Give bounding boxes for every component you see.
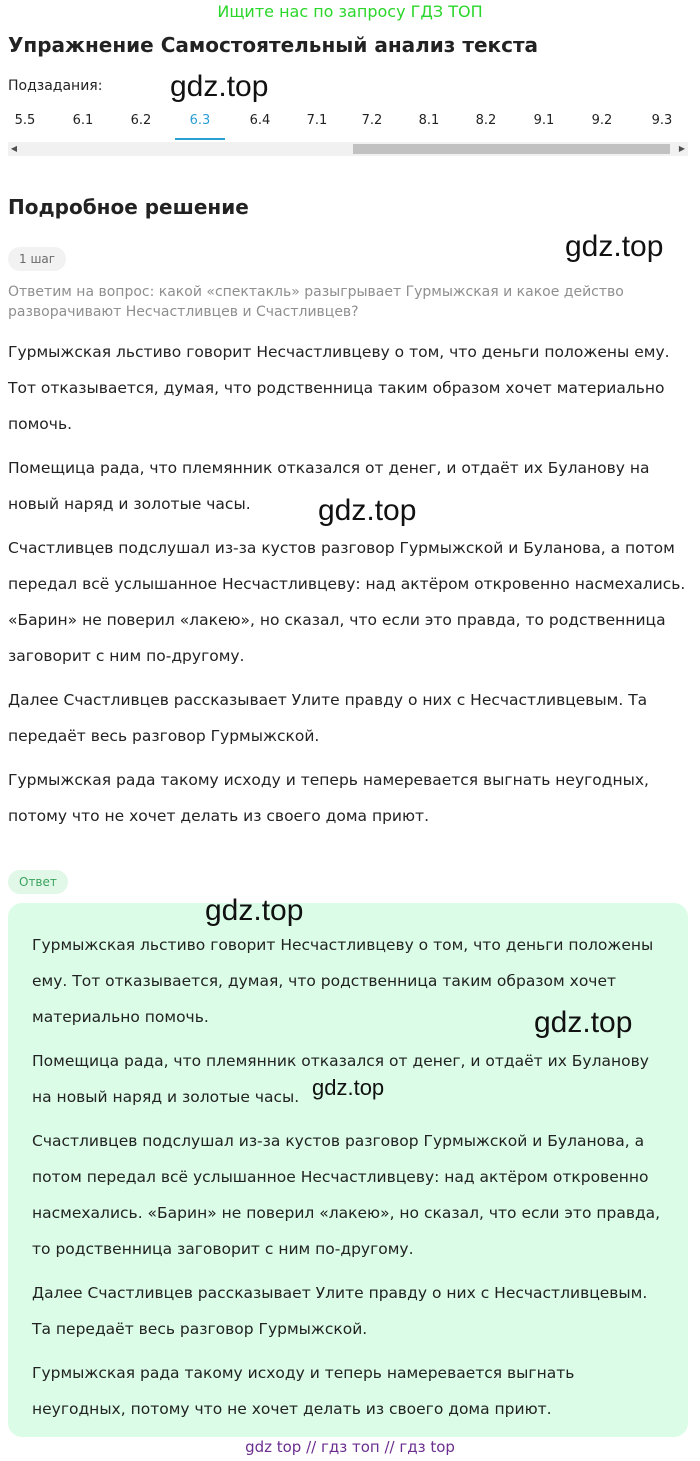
scroll-left-arrow-icon[interactable]: ◀ <box>10 144 18 153</box>
solution-text <box>8 334 692 842</box>
solution-paragraph: Гурмыжская льстиво говорит Несчастливцеву о том, что деньги положены ему. Тот отказывается, думая, что родственница таким образом хочет материально помочь. <box>8 343 670 433</box>
tabs-scrollbar[interactable] <box>8 142 688 156</box>
subtask-tab[interactable]: 6.2 <box>130 113 152 128</box>
subtask-tab[interactable]: 6.1 <box>72 113 94 128</box>
solution-paragraph: Помещица рада, что племянник отказался от денег, и отдаёт их Буланову на новый наряд и золотые часы. <box>8 459 650 513</box>
subtask-tab[interactable]: 7.1 <box>306 113 328 128</box>
step-question: Ответим на вопрос: какой «спектакль» разыгрывает Гурмыжская и какое действо разворачивают Несчастливцев и Счастливцев? <box>8 284 624 320</box>
scroll-right-arrow-icon[interactable]: ▶ <box>678 144 686 153</box>
subtask-tab[interactable]: 6.4 <box>249 113 271 128</box>
subtask-tab[interactable]: 9.1 <box>533 113 555 128</box>
answer-badge: Ответ <box>8 870 68 894</box>
answer-paragraph: Гурмыжская рада такому исходу и теперь намеревается выгнать неугодных, потому что не хочет делать из своего дома приют. <box>32 1364 575 1418</box>
answer-paragraph: Гурмыжская льстиво говорит Несчастливцеву о том, что деньги положены ему. Тот отказывается, думая, что родственница таким образом хочет материально помочь. <box>32 936 654 1026</box>
subtasks-label: Подзадания: <box>8 78 103 94</box>
answer-paragraph: Далее Счастливцев рассказывает Улите правду о них с Несчастливцевым. Та передаёт весь разговор Гурмыжской. <box>32 1284 648 1338</box>
watermark: gdz.top <box>534 1006 633 1039</box>
solution-paragraph: Далее Счастливцев рассказывает Улите правду о них с Несчастливцевым. Та передаёт весь разговор Гурмыжской. <box>8 691 648 745</box>
search-hint-banner: Ищите нас по запросу ГДЗ ТОП <box>217 2 483 21</box>
subtask-tab-active[interactable]: 6.3 <box>175 108 225 134</box>
subtask-tabs <box>8 108 692 144</box>
solution-paragraph: Счастливцев подслушал из-за кустов разговор Гурмыжской и Буланова, а потом передал всё услышанное Несчастливцеву: над актёром откровенно насмехались. «Барин» не поверил «лакею», но сказал, что если это правда, то родственница заговорит с ним по-другому. <box>8 539 686 665</box>
watermark: gdz.top <box>170 70 269 103</box>
watermark: gdz.top <box>205 894 304 927</box>
scrollbar-thumb[interactable] <box>353 144 670 154</box>
footer-links: gdz top // гдз топ // гдз top <box>245 1438 455 1456</box>
subtask-tab[interactable]: 9.2 <box>591 113 613 128</box>
subtask-tab[interactable]: 8.2 <box>475 113 497 128</box>
solution-title: Подробное решение <box>8 195 249 219</box>
subtask-tab[interactable]: 8.1 <box>418 113 440 128</box>
subtask-tab[interactable]: 9.3 <box>651 113 673 128</box>
step-badge: 1 шаг <box>8 247 66 271</box>
exercise-title: Упражнение Самостоятельный анализ текста <box>8 33 539 57</box>
subtask-tab[interactable]: 5.5 <box>14 113 36 128</box>
answer-paragraph: Счастливцев подслушал из-за кустов разговор Гурмыжской и Буланова, а потом передал всё услышанное Несчастливцеву: над актёром откровенно насмехались. «Барин» не поверил «лакею», но сказал, что если это правда, то родственница заговорит с ним по-другому. <box>32 1132 661 1258</box>
subtask-tab[interactable]: 7.2 <box>361 113 383 128</box>
solution-paragraph: Гурмыжская рада такому исходу и теперь намеревается выгнать неугодных, потому что не хочет делать из своего дома приют. <box>8 771 649 825</box>
answer-box <box>8 903 688 1437</box>
answer-paragraph: Помещица рада, что племянник отказался от денег, и отдаёт их Буланову на новый наряд и золотые часы. <box>32 1052 649 1106</box>
watermark: gdz.top <box>318 494 417 527</box>
watermark: gdz.top <box>565 230 664 263</box>
watermark: gdz.top <box>312 1075 385 1100</box>
